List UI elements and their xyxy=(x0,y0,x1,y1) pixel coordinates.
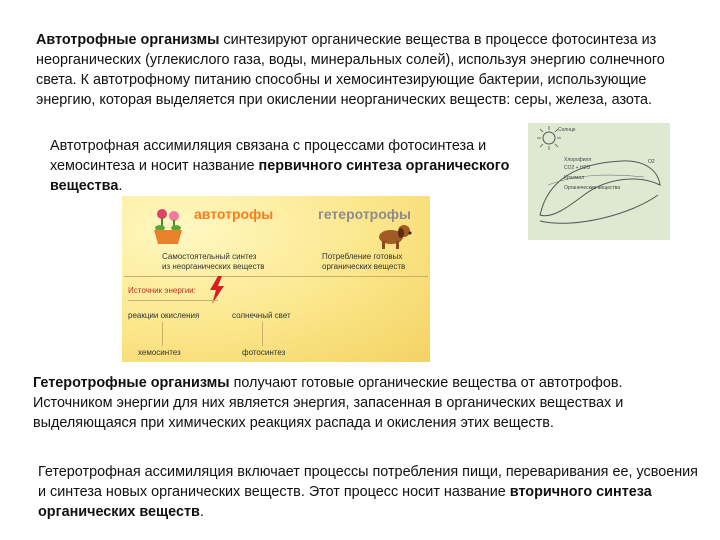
diagram-label-1: Хлорофилл xyxy=(564,157,592,163)
hetero-desc-1: Потребление готовых xyxy=(322,252,403,261)
assimilation-text: Автотрофная ассимиляция связана с процессами фотосинтеза и хемосинтеза и носит название xyxy=(50,138,487,174)
secondary-synthesis-term: вторичного синтеза органических веществ xyxy=(38,484,652,520)
arrow-line xyxy=(262,322,263,346)
photosynthesis-label: фотосинтез xyxy=(242,348,286,357)
divider xyxy=(128,300,218,301)
hetero-assimilation-text: Гетеротрофная ассимиляция включает процессы потребления пищи, переваривания ее, усвоения и синтеза новых органических веществ. Этот процесс носит название xyxy=(38,464,698,500)
divider xyxy=(124,276,428,277)
heterotrophs-text: получают готовые органические вещества от автотрофов. Источником энергии для них является энергия, запасенная в органических веществах и выделяющаяся при химических реакциях распада и окисления этих веществ. xyxy=(33,375,624,431)
arrow-line xyxy=(162,322,163,346)
autotrophic-assimilation-paragraph xyxy=(50,136,510,196)
autotrophs-text: синтезируют органические вещества в процессе фотосинтеза из неорганических (углекислого газа, воды, минеральных солей), используя энергию солнечного света. К автотрофному питанию способны и хемосинтезирующие бактерии, использующие энергию, которая выделяется при окислении неорганических веществ: серы, железа, азота. xyxy=(36,32,665,108)
flower-pot-icon xyxy=(150,206,186,246)
photosynthesis-diagram-image xyxy=(528,123,670,240)
period: . xyxy=(118,178,123,194)
autotrophs-label: автотрофы xyxy=(194,206,274,222)
diagram-o2-label: O2 xyxy=(648,159,655,165)
autotrophs-paragraph xyxy=(36,30,686,110)
primary-synthesis-term: первичного синтеза органического вещества xyxy=(50,158,510,194)
diagram-label-2: CO2 + H2O xyxy=(564,165,591,171)
heterotrophic-assimilation-paragraph xyxy=(38,462,698,522)
heterotrophs-term: Гетеротрофные организмы xyxy=(33,375,230,391)
dog-icon xyxy=(374,222,412,250)
diagram-label-4: Органические вещества xyxy=(564,185,621,191)
autotrophs-term: Автотрофные организмы xyxy=(36,32,220,48)
diagram-sun-label: Солнце xyxy=(558,127,576,133)
diagram-label-3: Крахмал xyxy=(564,175,585,181)
auto-desc-1: Самостоятельный синтез xyxy=(162,252,257,261)
hetero-desc-2: органических веществ xyxy=(322,262,406,271)
nutrition-scheme-image xyxy=(122,196,430,362)
auto-desc-2: из неорганических веществ xyxy=(162,262,265,271)
sunlight-label: солнечный свет xyxy=(232,311,291,320)
heterotrophs-label: гетеротрофы xyxy=(318,206,411,222)
chemosynthesis-label: хемосинтез xyxy=(138,348,181,357)
period: . xyxy=(199,504,204,520)
heterotrophs-paragraph xyxy=(33,373,693,433)
oxidation-label: реакции окисления xyxy=(128,311,200,320)
energy-source-label: Источник энергии: xyxy=(128,286,196,295)
